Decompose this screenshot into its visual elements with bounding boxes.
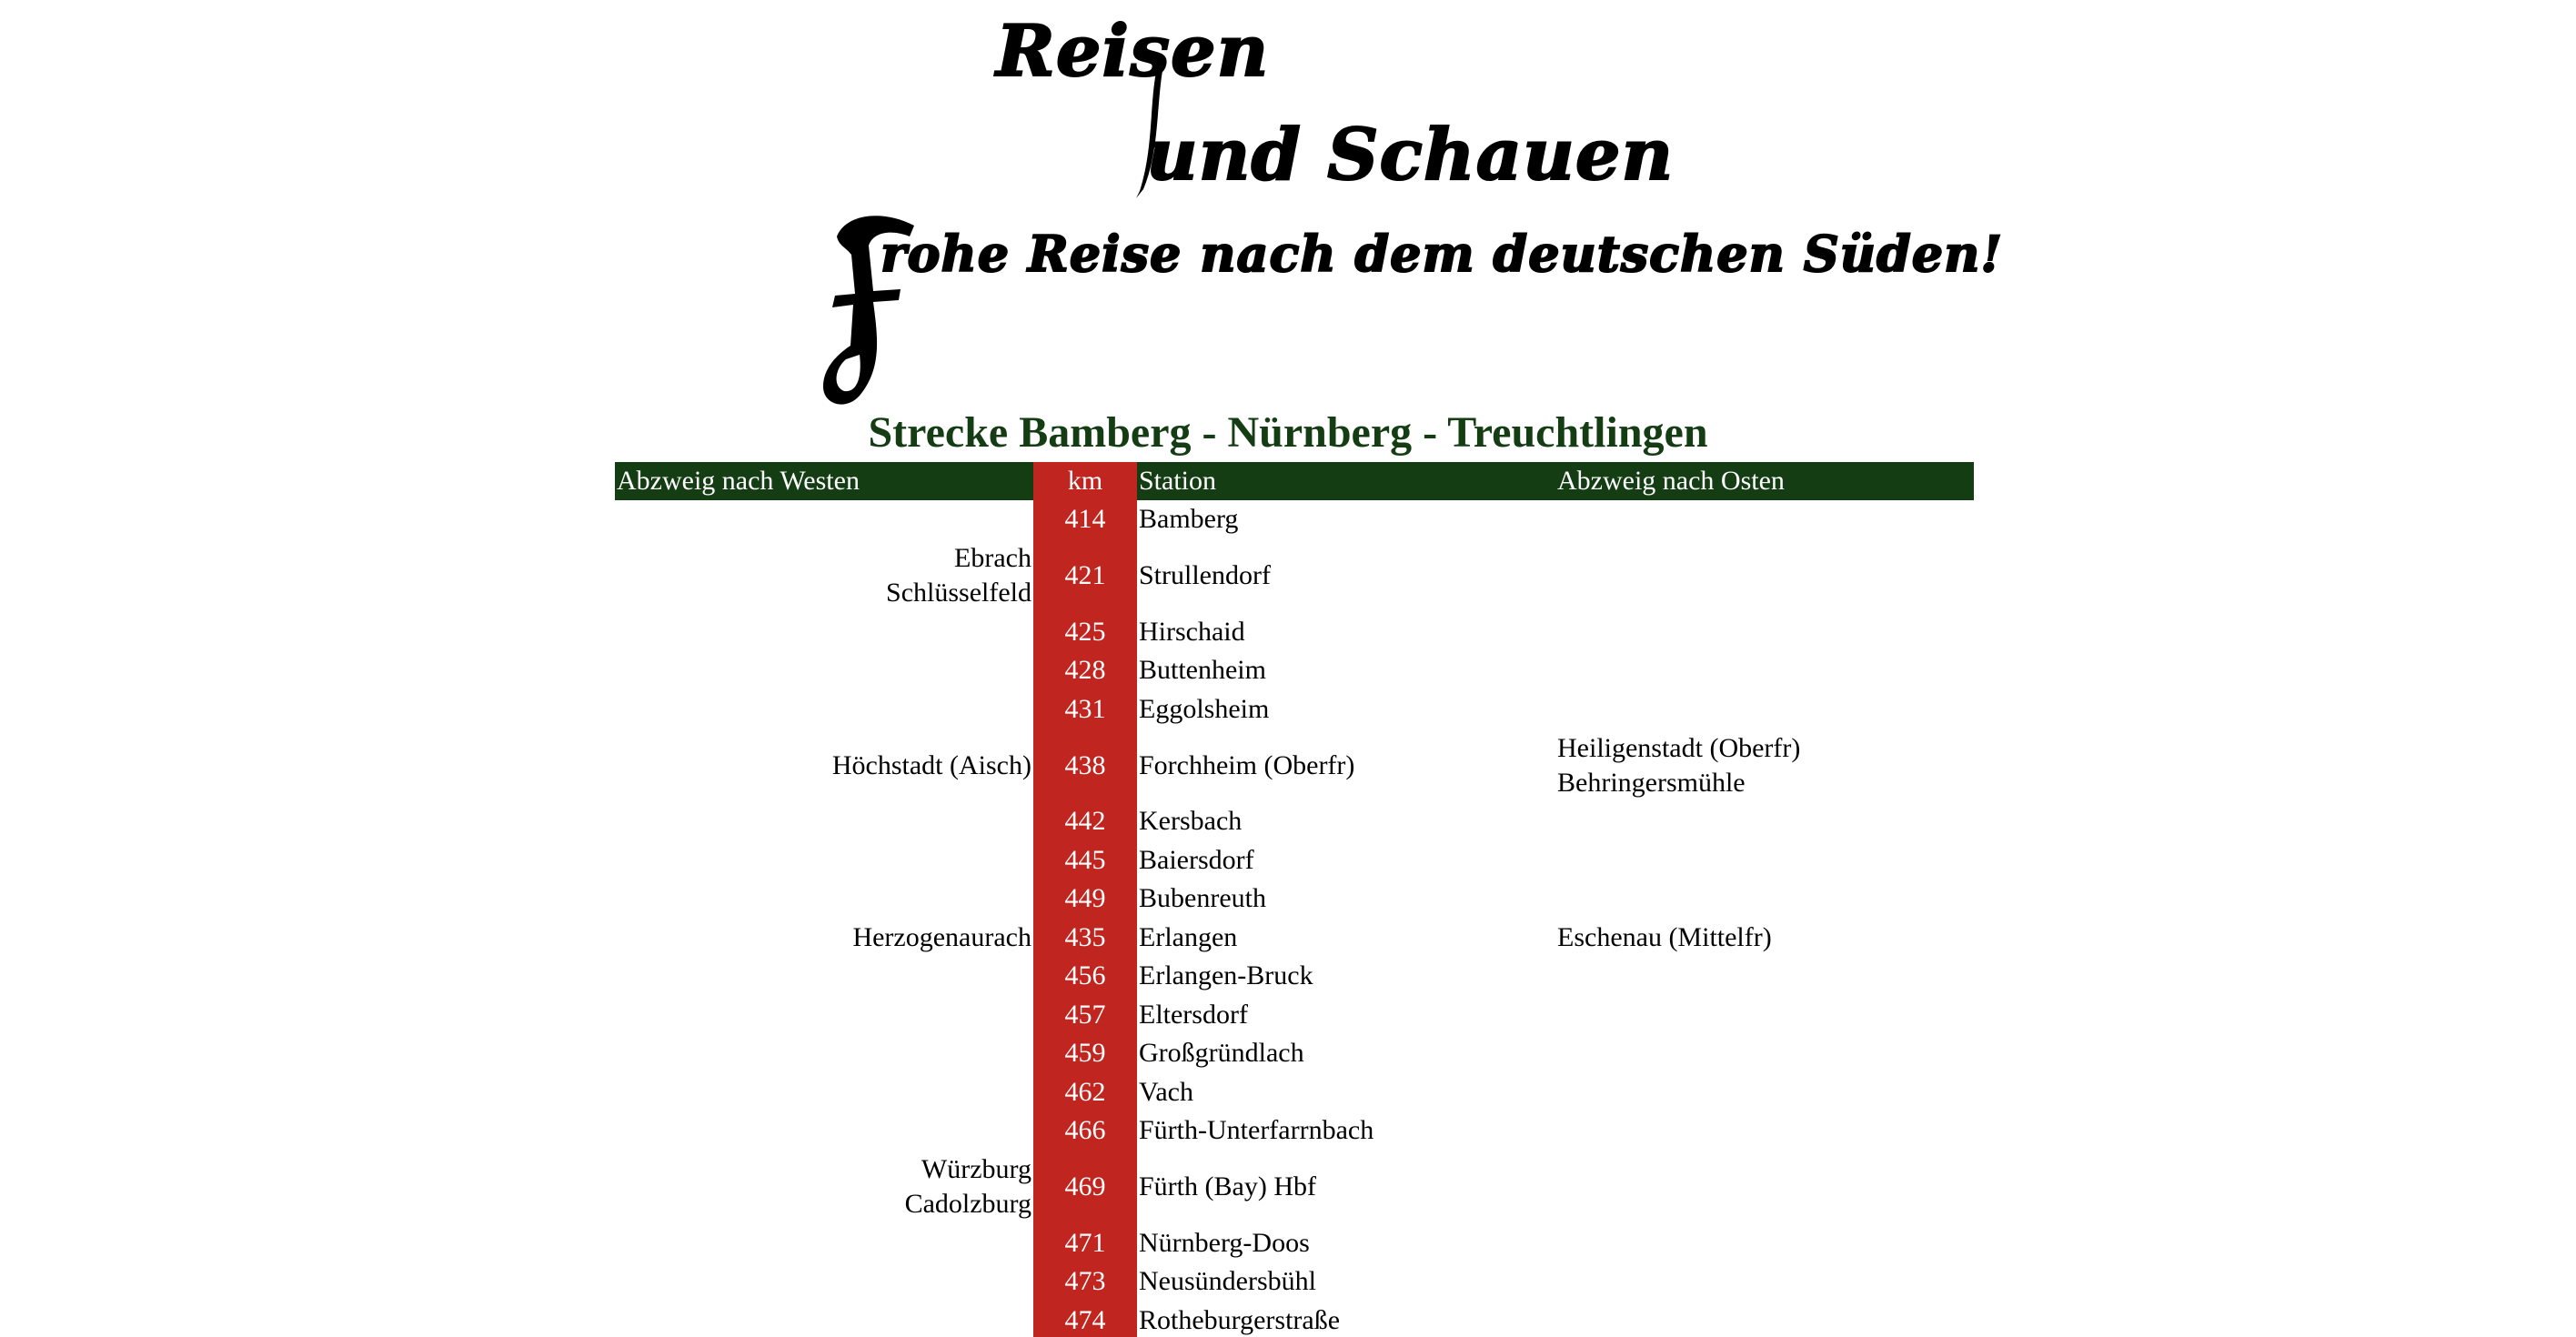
east-branch-cell [1555,802,1974,841]
page-title: Strecke Bamberg - Nürnberg - Treuchtlingen [868,408,1708,457]
station-cell: Bamberg [1139,504,1239,535]
east-branch-cell [1555,841,1974,880]
west-branch-cell: Würzburg Cadolzburg [904,1154,1031,1219]
route-table [615,462,1974,1337]
route-table-body [615,500,1974,1337]
east-branch-cell [1555,957,1974,996]
column-header-station: Station [1137,462,1555,500]
station-cell: Erlangen [1139,921,1238,952]
station-cell: Kersbach [1139,806,1243,837]
km-cell: 428 [1033,651,1137,690]
km-cell: 449 [1033,880,1137,919]
km-cell: 438 [1033,729,1137,802]
east-branch-cell [1555,1034,1974,1073]
west-branch-cell [615,690,1033,729]
east-branch-cell [1555,1111,1974,1151]
table-row [615,957,1974,996]
column-header-west: Abzweig nach Westen [615,462,1033,500]
table-row [615,1073,1974,1112]
east-branch-cell: Eschenau (Mittelfr) [1557,921,1772,952]
logo-initial-letter: F [866,273,867,274]
station-cell: Bubenreuth [1139,883,1266,914]
west-branch-cell [615,1034,1033,1073]
km-cell: 473 [1033,1262,1137,1302]
east-branch-cell [1555,1151,1974,1224]
km-cell: 421 [1033,539,1137,613]
east-branch-cell [1555,996,1974,1035]
west-branch-cell [615,1111,1033,1151]
west-branch-cell [615,1073,1033,1112]
table-row [615,919,1974,958]
east-branch-cell: Heiligenstadt (Oberfr) Behringersmühle [1557,732,1801,798]
logo-line-reisen: Reisen [996,10,1270,93]
station-cell: Nürnberg-Doos [1139,1227,1310,1258]
west-branch-cell [615,500,1033,539]
station-cell: Strullendorf [1139,560,1271,590]
table-row [615,539,1974,613]
km-cell: 435 [1033,919,1137,958]
station-cell: Erlangen-Bruck [1139,960,1313,991]
km-cell: 466 [1033,1111,1137,1151]
logo-line-und-schauen: und Schauen [1146,114,1675,196]
table-row [615,1302,1974,1337]
east-branch-cell [1555,1262,1974,1302]
km-cell: 474 [1033,1302,1137,1337]
km-cell: 457 [1033,996,1137,1035]
west-branch-cell [615,1224,1033,1263]
east-branch-cell [1555,690,1974,729]
east-branch-cell [1555,539,1974,613]
west-branch-cell: Ebrach Schlüsselfeld [886,543,1031,608]
table-header-row [615,462,1974,500]
km-cell: 469 [1033,1151,1137,1224]
table-row [615,500,1974,539]
west-branch-cell [615,613,1033,652]
east-branch-cell [1555,1302,1974,1337]
east-branch-cell [1555,613,1974,652]
east-branch-cell [1555,500,1974,539]
km-cell: 459 [1033,1034,1137,1073]
km-cell: 425 [1033,613,1137,652]
table-row [615,841,1974,880]
east-branch-cell [1555,651,1974,690]
km-cell: 431 [1033,690,1137,729]
west-branch-cell [615,802,1033,841]
table-row [615,690,1974,729]
logo-slogan: rohe Reise nach dem deutschen Süden! [880,225,2004,283]
west-branch-cell [615,880,1033,919]
column-header-east: Abzweig nach Osten [1555,462,1974,500]
east-branch-cell [1555,880,1974,919]
east-branch-cell [1555,1224,1974,1263]
west-branch-cell [615,957,1033,996]
station-cell: Fürth-Unterfarrnbach [1139,1115,1374,1146]
km-cell: 414 [1033,500,1137,539]
table-row [615,996,1974,1035]
west-branch-cell: Herzogenaurach [852,921,1031,952]
west-branch-cell [615,996,1033,1035]
km-cell: 442 [1033,802,1137,841]
station-cell: Baiersdorf [1139,844,1254,875]
table-row [615,1111,1974,1151]
station-cell: Hirschaid [1139,616,1245,647]
table-row [615,651,1974,690]
km-cell: 471 [1033,1224,1137,1263]
table-row [615,1224,1974,1263]
station-cell: Eltersdorf [1139,999,1248,1030]
east-branch-cell [1555,1073,1974,1112]
west-branch-cell [615,1262,1033,1302]
west-branch-cell [615,651,1033,690]
station-cell: Großgründlach [1139,1038,1304,1069]
station-cell: Vach [1139,1076,1193,1107]
station-cell: Rotheburgerstraße [1139,1304,1341,1335]
station-cell: Fürth (Bay) Hbf [1139,1171,1316,1201]
station-cell: Neusündersbühl [1139,1266,1316,1297]
km-cell: 456 [1033,957,1137,996]
table-row [615,802,1974,841]
station-cell: Buttenheim [1139,655,1266,686]
km-cell: 445 [1033,841,1137,880]
column-header-km: km [1033,462,1137,500]
table-row [615,880,1974,919]
station-cell: Forchheim (Oberfr) [1139,749,1355,780]
station-cell: Eggolsheim [1139,693,1270,724]
west-branch-cell: Höchstadt (Aisch) [831,749,1031,780]
table-row [615,1151,1974,1224]
table-row [615,729,1974,802]
table-row [615,1262,1974,1302]
table-row [615,613,1974,652]
site-logo [819,0,2004,409]
km-cell: 462 [1033,1073,1137,1112]
west-branch-cell [615,841,1033,880]
table-row [615,1034,1974,1073]
west-branch-cell [615,1302,1033,1337]
